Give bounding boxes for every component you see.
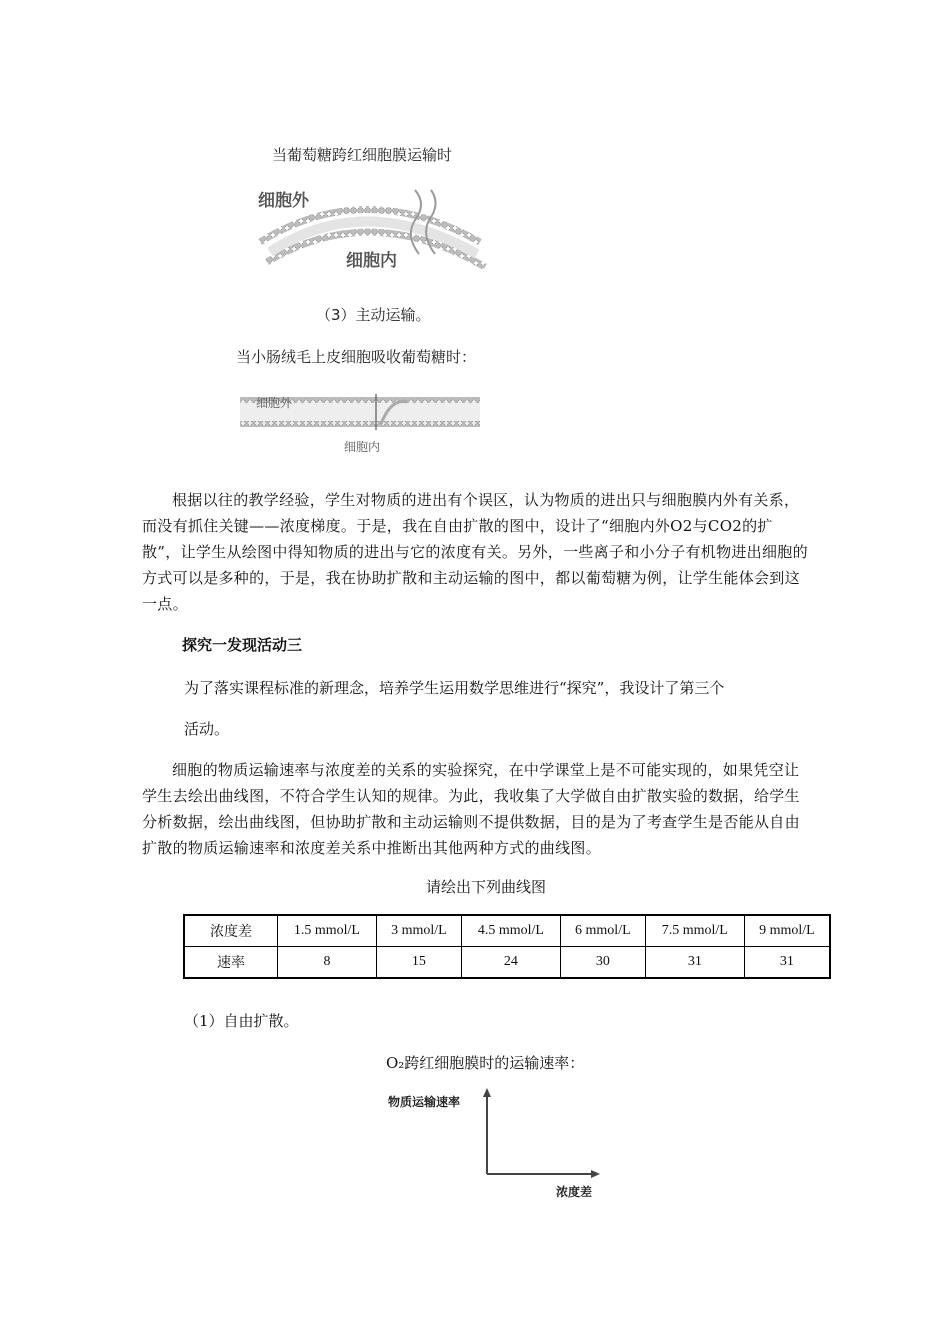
table-header-rate: 速率 (184, 947, 278, 979)
concentration-rate-table (183, 914, 831, 979)
figure2-label-outside: 细胞外 (256, 396, 293, 410)
chart-x-axis-arrow-icon (591, 1170, 600, 1178)
paragraph-1: 根据以往的教学经验，学生对物质的进出有个误区，认为物质的进出只与细胞膜内外有关系，而没有抓住关键——浓度梯度。于是，我在自由扩散的图中，设计了“细胞内外O2与CO2的扩散”，让学生从绘图中得知物质的进出与它的浓度有关。另外，一些离子和小分子有机物进出细胞的方式可以是多种的，于是，我在协助扩散和主动运输的图中，都以葡萄糖为例，让学生能体会到这一点。 (142, 491, 808, 613)
section1-title: （1）自由扩散。 (184, 1012, 299, 1030)
figure1-caption: 当葡萄糖跨红细胞膜运输时 (272, 146, 453, 164)
figure1-label-outside: 细胞外 (258, 191, 309, 211)
chart-y-axis-arrow-icon (483, 1088, 491, 1097)
table-row-concentration (184, 915, 830, 947)
table-cell: 30 (560, 947, 645, 979)
figure2-caption: 当小肠绒毛上皮细胞吸收葡萄糖时： (236, 348, 477, 366)
table-cell: 4.5 mmol/L (461, 915, 560, 947)
section3-title: （3）主动运输。 (316, 306, 431, 324)
table-cell: 3 mmol/L (376, 915, 461, 947)
table-cell: 7.5 mmol/L (645, 915, 744, 947)
figure1-label-inside: 细胞内 (346, 251, 397, 271)
table-cell: 6 mmol/L (560, 915, 645, 947)
table-cell: 8 (278, 947, 377, 979)
table-header-concentration: 浓度差 (184, 915, 278, 947)
paragraph-3: 细胞的物质运输速率与浓度差的关系的实验探究，在中学课堂上是不可能实现的，如果凭空让学生去绘出曲线图，不符合学生认知的规律。为此，我收集了大学做自由扩散实验的数据，给学生分析数据，绘出曲线图，但协助扩散和主动运输则不提供数据，目的是为了考查学生是否能从自由扩散的物质运输速率和浓度差关系中推断出其他两种方式的曲线图。 (142, 761, 800, 857)
chart-y-axis-label: 物质运输速率 (388, 1095, 461, 1109)
table-cell: 9 mmol/L (744, 915, 830, 947)
figure2-label-inside: 细胞内 (344, 440, 381, 454)
table-cell: 1.5 mmol/L (278, 915, 377, 947)
chart-axes (476, 1086, 606, 1186)
table-cell: 24 (461, 947, 560, 979)
table-row-rate (184, 947, 830, 979)
chart-caption: O₂跨红细胞膜时的运输速率： (386, 1054, 585, 1072)
paragraph-2-line-1: 为了落实课程标准的新理念，培养学生运用数学思维进行“探究”，我设计了第三个 (184, 679, 725, 697)
chart-x-axis-label: 浓度差 (556, 1185, 593, 1199)
paragraph-2-line-2: 活动。 (184, 720, 230, 738)
table-cell: 31 (744, 947, 830, 979)
table-title: 请绘出下列曲线图 (426, 878, 547, 896)
table-cell: 31 (645, 947, 744, 979)
table-cell: 15 (376, 947, 461, 979)
heading-activity-3: 探究一发现活动三 (182, 636, 303, 654)
